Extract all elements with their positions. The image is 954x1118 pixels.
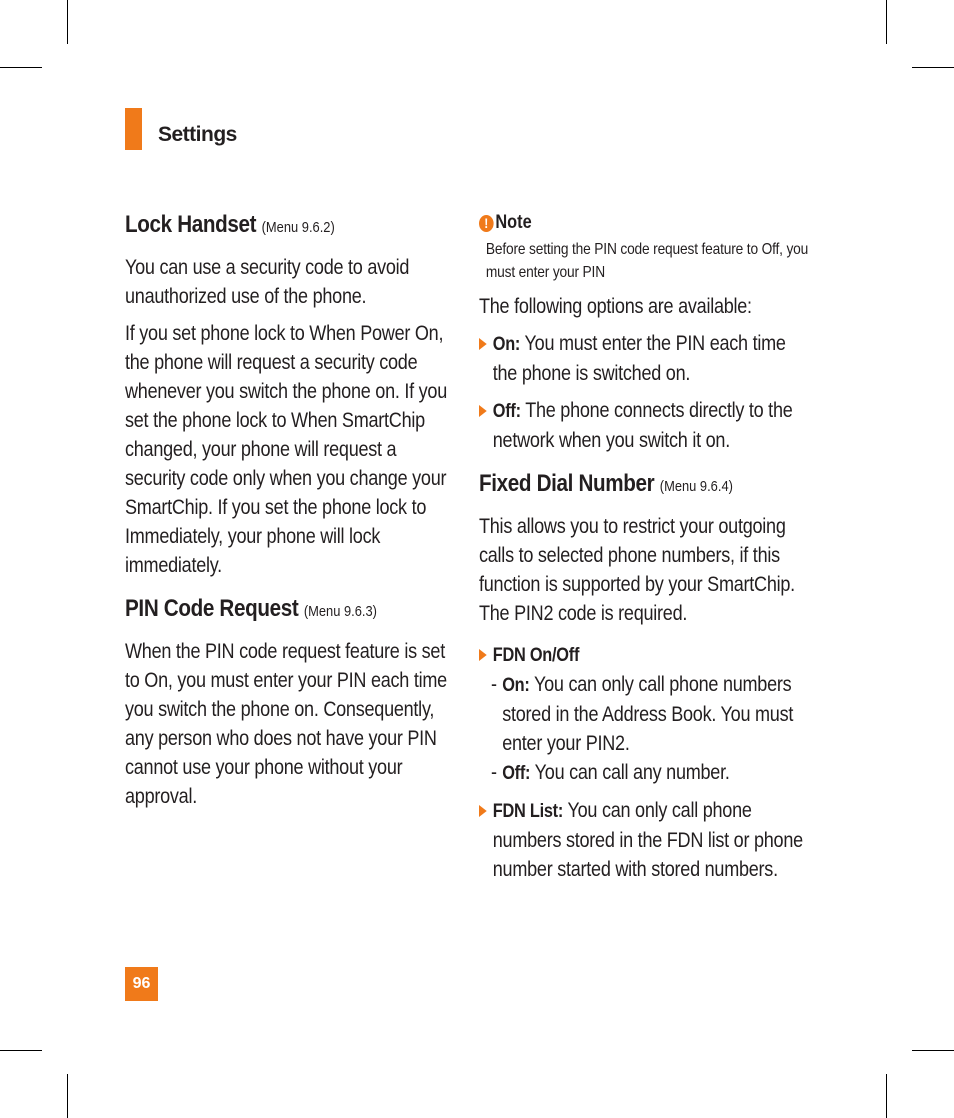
arrow-bullet-icon <box>479 805 487 817</box>
fdn-sub-on-label: On: <box>502 675 530 696</box>
dash-bullet: - <box>491 761 497 784</box>
fdn-sub-off-item <box>479 758 809 788</box>
fixed-dial-title: Fixed Dial Number <box>479 470 655 497</box>
dash-bullet: - <box>491 673 497 696</box>
arrow-bullet-icon <box>479 405 487 417</box>
fdn-list-label: FDN List: <box>492 801 564 822</box>
fixed-dial-para: This allows you to restrict your outgoing calls to selected phone numbers, if this function is supported by your SmartChip. The PIN2 code is required. <box>479 515 795 625</box>
option-on-label: On: <box>492 334 521 355</box>
lock-handset-title: Lock Handset <box>125 211 257 238</box>
crop-mark <box>886 0 887 44</box>
arrow-bullet-icon <box>479 338 487 350</box>
fdn-sub-off-text: You can call any number. <box>534 761 730 784</box>
section-marker-bar <box>125 108 142 150</box>
lock-handset-heading <box>125 208 455 245</box>
note-header <box>479 208 809 238</box>
crop-mark <box>0 67 42 68</box>
page-number: 96 <box>125 967 158 1001</box>
crop-mark <box>67 1074 68 1118</box>
crop-mark <box>67 0 68 44</box>
crop-mark <box>912 67 954 68</box>
right-column <box>479 208 809 884</box>
left-column <box>125 208 455 811</box>
fdn-onoff-item <box>479 640 809 670</box>
fdn-sub-on-text: You can only call phone numbers stored in the Address Book. You must enter your PIN2. <box>502 673 794 755</box>
pin-code-menu-ref: (Menu 9.6.3) <box>303 603 377 620</box>
pin-code-para: When the PIN code request feature is set to On, you must enter your PIN each time you switch the phone on. Consequently, any person who does not have your PIN cannot use your phone without your approval. <box>125 640 447 808</box>
crop-mark <box>0 1050 42 1051</box>
crop-mark <box>886 1074 887 1118</box>
option-on-item <box>479 329 809 388</box>
fdn-list-text: You can only call phone numbers stored in the FDN list or phone number started with stored numbers. <box>492 799 803 881</box>
fixed-dial-menu-ref: (Menu 9.6.4) <box>659 478 733 495</box>
warning-icon: ! <box>479 215 494 232</box>
fdn-sub-off-label: Off: <box>502 763 531 784</box>
options-intro: The following options are available: <box>479 295 752 318</box>
option-on-text: You must enter the PIN each time the phone is switched on. <box>492 332 786 385</box>
fixed-dial-heading <box>479 467 809 504</box>
crop-mark <box>912 1050 954 1051</box>
fdn-sub-on-item <box>479 670 809 758</box>
note-label: Note <box>495 212 532 233</box>
lock-handset-para-2: If you set phone lock to When Power On, the phone will request a security code whenever you switch the phone on. If you set the phone lock to When SmartChip changed, your phone will request a security code only when you change your SmartChip. If you set the phone lock to Immediately, your phone will lock immediately. <box>125 322 448 577</box>
fdn-list-item <box>479 796 809 884</box>
lock-handset-para-1: You can use a security code to avoid unauthorized use of the phone. <box>125 256 410 308</box>
note-text: Before setting the PIN code request feature to Off, you must enter your PIN <box>485 241 809 281</box>
lock-handset-menu-ref: (Menu 9.6.2) <box>261 219 335 236</box>
option-off-text: The phone connects directly to the network when you switch it on. <box>492 399 793 452</box>
pin-code-title: PIN Code Request <box>125 595 299 622</box>
fdn-onoff-label: FDN On/Off <box>492 645 580 666</box>
arrow-bullet-icon <box>479 649 487 661</box>
section-title: Settings <box>158 123 237 146</box>
option-off-label: Off: <box>492 401 521 422</box>
option-off-item <box>479 396 809 455</box>
pin-code-heading <box>125 592 455 629</box>
